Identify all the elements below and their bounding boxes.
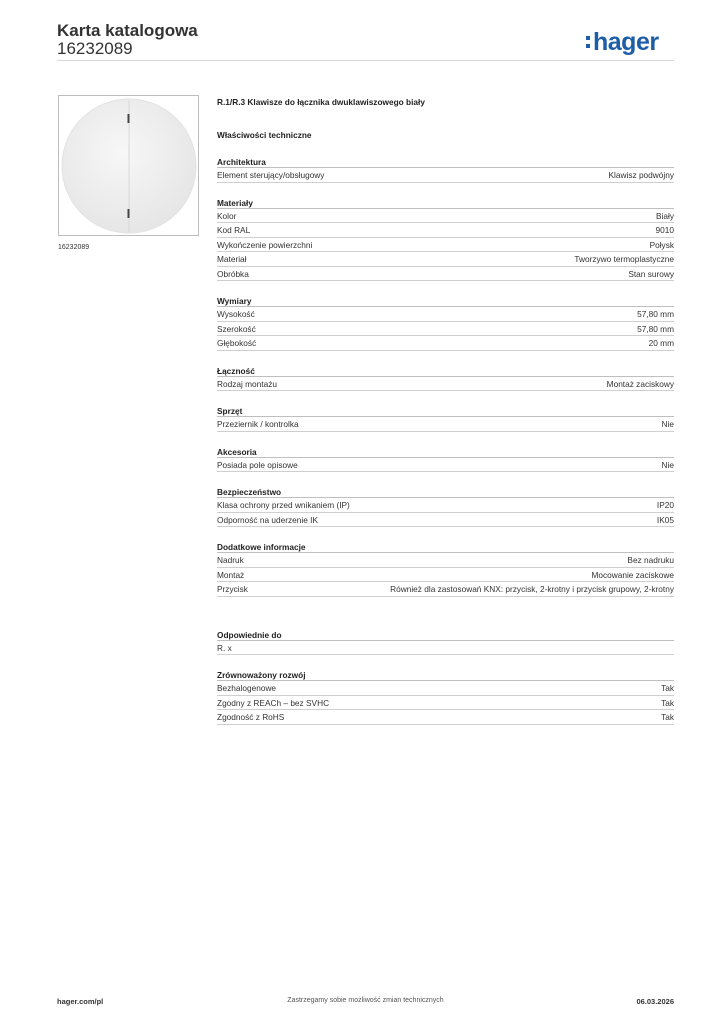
spec-value: Mocowanie zaciskowe (591, 569, 674, 580)
section-heading: Dodatkowe informacje (217, 541, 674, 553)
spec-value: Tak (661, 683, 674, 693)
section-heading: Bezpieczeństwo (217, 486, 674, 498)
spec-row (217, 498, 674, 513)
section-akcesoria (217, 446, 674, 473)
spec-row (217, 696, 674, 711)
spec-value: Stan surowy (628, 268, 674, 279)
spec-key: Wykończenie powierzchni (217, 239, 313, 250)
spec-row (217, 377, 674, 392)
properties-title: Właściwości techniczne (217, 130, 312, 140)
spec-value: 9010 (655, 225, 674, 235)
spec-row (217, 322, 674, 337)
spec-value: Nie (661, 419, 674, 429)
spec-key: Szerokość (217, 323, 256, 334)
section-wymiary (217, 295, 674, 351)
section-sprzet (217, 405, 674, 432)
spec-value: 57,80 mm (637, 309, 674, 319)
spec-key: Materiał (217, 254, 247, 264)
spec-row (217, 307, 674, 322)
spec-value: Tworzywo termoplastyczne (574, 254, 674, 264)
spec-row (217, 238, 674, 253)
product-title: R.1/R.3 Klawisze do łącznika dwuklawiszowego biały (217, 97, 425, 107)
spec-key: Montaż (217, 569, 245, 580)
footer-disclaimer: Zastrzegamy sobie możliwość zmian technicznych (287, 997, 444, 1004)
spec-row (217, 417, 674, 432)
spec-key: Kolor (217, 210, 237, 221)
spec-value: Połysk (649, 239, 674, 250)
spec-value: IP20 (656, 500, 674, 510)
spec-key: Głębokość (217, 338, 257, 348)
spec-key: Element sterujący/obsługowy (217, 170, 325, 180)
footer-website-link[interactable]: hager.com/pl (57, 997, 104, 1006)
spec-value: 20 mm (648, 338, 674, 348)
spec-row (217, 458, 674, 473)
spec-value: Również dla zastosowań KNX: przycisk, 2-krotny i przycisk grupowy, 2-krotny (390, 584, 674, 594)
spec-value: Tak (661, 697, 674, 708)
hager-logo (593, 28, 659, 58)
logo-text: hager (593, 28, 659, 56)
spec-key: Wysokość (217, 309, 255, 319)
spec-key: Obróbka (217, 268, 249, 279)
spec-key: Odporność na uderzenie IK (217, 514, 319, 525)
spec-value: 57,80 mm (637, 323, 674, 334)
section-lacznosc (217, 365, 674, 392)
spec-key: R. x (217, 642, 232, 653)
spec-key: Rodzaj montażu (217, 378, 277, 389)
spec-key: Przycisk (217, 584, 248, 594)
section-architektura (217, 156, 674, 183)
spec-row (217, 681, 674, 696)
section-heading: Sprzęt (217, 405, 674, 417)
section-heading: Odpowiednie do (217, 629, 674, 641)
spec-value: Nie (661, 459, 674, 470)
section-bezpieczenstwo (217, 486, 674, 527)
spec-key: Zgodny z REACh – bez SVHC (217, 697, 330, 708)
section-heading: Wymiary (217, 295, 674, 307)
spec-row (217, 267, 674, 282)
spec-value: Klawisz podwójny (608, 170, 674, 180)
spec-row (217, 513, 674, 528)
spec-value: Tak (661, 712, 674, 722)
spec-row (217, 168, 674, 183)
spec-key: Zgodność z RoHS (217, 712, 285, 722)
spec-row (217, 553, 674, 568)
spec-row (217, 582, 674, 597)
spec-row (217, 209, 674, 224)
section-heading: Łączność (217, 365, 674, 377)
section-heading: Zrównoważony rozwój (217, 669, 674, 681)
spec-content (217, 96, 674, 725)
rocker-switch-illustration (59, 96, 200, 237)
header-divider (57, 60, 674, 61)
spec-value: Biały (656, 210, 674, 221)
image-caption: 16232089 (58, 244, 90, 251)
spec-key: Kod RAL (217, 225, 251, 235)
spec-key: Klasa ochrony przed wnikaniem (IP) (217, 500, 350, 510)
footer-date: 06.03.2026 (636, 997, 674, 1006)
spec-row (217, 641, 674, 656)
section-heading: Materiały (217, 197, 674, 209)
product-image (58, 95, 199, 236)
section-dodatkowe-informacje (217, 541, 674, 597)
spec-key: Bezhalogenowe (217, 683, 277, 693)
spec-key: Przeziernik / kontrolka (217, 419, 299, 429)
section-zrownowazony-rozwoj (217, 669, 674, 725)
spec-value: IK05 (656, 514, 674, 525)
document-title: Karta katalogowa (57, 21, 198, 40)
spec-row (217, 710, 674, 725)
section-heading: Akcesoria (217, 446, 674, 458)
spec-value: Montaż zaciskowy (606, 378, 674, 389)
spec-key: Nadruk (217, 555, 244, 565)
section-materialy (217, 197, 674, 282)
document-number: 16232089 (57, 39, 133, 58)
section-heading: Architektura (217, 156, 674, 168)
section-odpowiednie-do (217, 629, 674, 656)
spec-row (217, 336, 674, 351)
spec-key: Posiada pole opisowe (217, 459, 298, 470)
logo-dots-icon (586, 36, 591, 51)
spec-value: Bez nadruku (627, 555, 674, 565)
spec-row (217, 223, 674, 238)
spec-row (217, 252, 674, 267)
spec-row (217, 568, 674, 583)
